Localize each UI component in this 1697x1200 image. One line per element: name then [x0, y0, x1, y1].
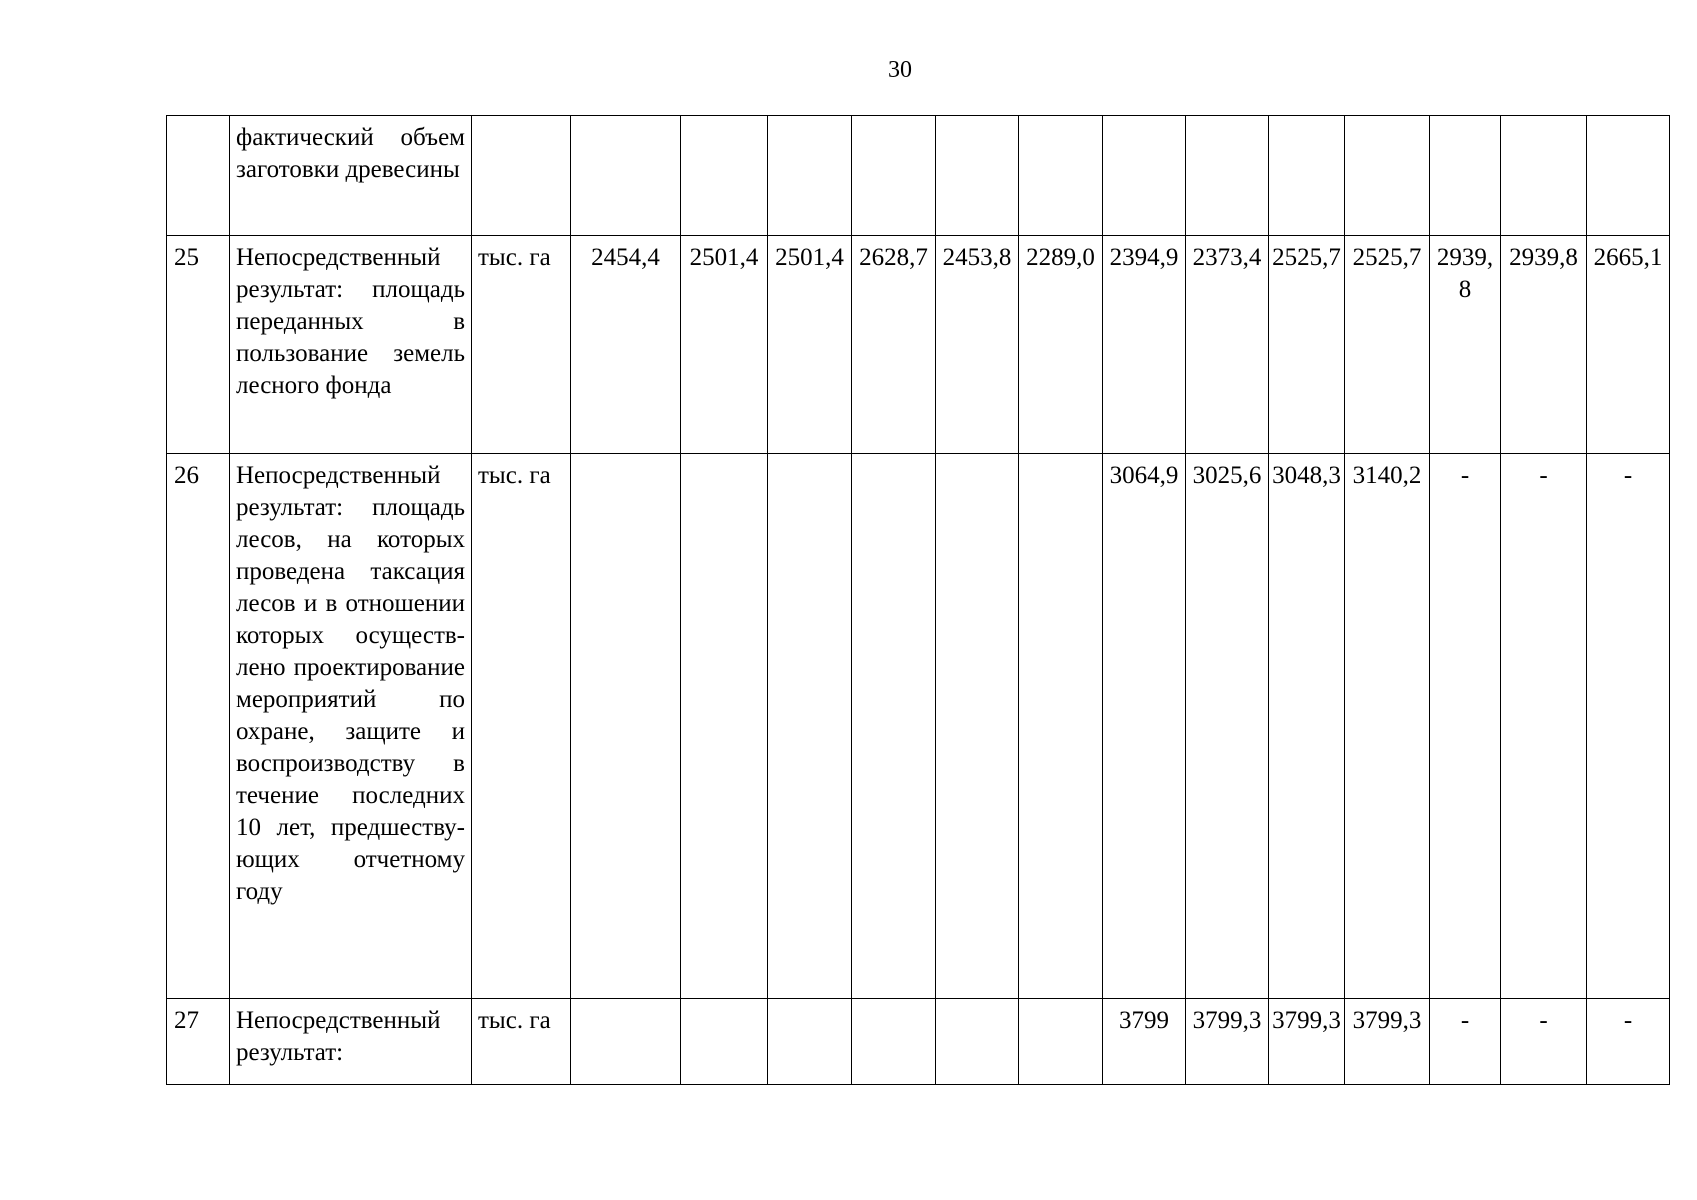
value-cell: 2628,7 — [852, 236, 936, 454]
value-cell — [1430, 116, 1501, 236]
value-cell: 2665,1 — [1587, 236, 1670, 454]
table-row — [167, 116, 1670, 236]
value-cell — [681, 999, 768, 1085]
value-cell — [681, 116, 768, 236]
value-cell: 2525,7 — [1345, 236, 1430, 454]
value-cell — [768, 999, 852, 1085]
value-cell: 2939,8 — [1501, 236, 1587, 454]
value-cell — [1019, 999, 1103, 1085]
row-number: 25 — [167, 236, 230, 454]
value-cell — [681, 454, 768, 999]
value-cell — [1345, 116, 1430, 236]
value-cell — [1103, 116, 1186, 236]
value-cell: 3799,3 — [1186, 999, 1269, 1085]
row-description: Непосредственный результат: — [230, 999, 472, 1085]
value-cell: - — [1430, 454, 1501, 999]
value-cell: - — [1501, 454, 1587, 999]
value-cell — [936, 454, 1019, 999]
value-cell — [768, 454, 852, 999]
value-cell — [852, 116, 936, 236]
row-unit: тыс. га — [472, 454, 571, 999]
value-cell: 3799,3 — [1345, 999, 1430, 1085]
row-description: фактический объем заготовки древесины — [230, 116, 472, 236]
value-cell: 2394,9 — [1103, 236, 1186, 454]
value-cell: 3799 — [1103, 999, 1186, 1085]
value-cell: - — [1587, 454, 1670, 999]
row-unit: тыс. га — [472, 236, 571, 454]
value-cell: - — [1501, 999, 1587, 1085]
value-cell: 3799,3 — [1269, 999, 1345, 1085]
value-cell — [1019, 116, 1103, 236]
value-cell — [571, 454, 681, 999]
row-description: Непосредственный результат: площадь лесов, на которых проведена таксация лесов и в отношении которых осуществлено проектирование мероприятий по охране, защите и воспроизводству в течение последних 10 лет, предшествующих отчетному году — [230, 454, 472, 999]
row-number: 27 — [167, 999, 230, 1085]
value-cell: - — [1430, 999, 1501, 1085]
row-number — [167, 116, 230, 236]
value-cell — [1186, 116, 1269, 236]
value-cell — [1587, 116, 1670, 236]
value-cell: 3048,3 — [1269, 454, 1345, 999]
value-cell — [936, 116, 1019, 236]
value-cell — [1019, 454, 1103, 999]
value-cell — [1501, 116, 1587, 236]
value-cell — [936, 999, 1019, 1085]
value-cell — [571, 116, 681, 236]
value-cell: 2289,0 — [1019, 236, 1103, 454]
value-cell: 2501,4 — [681, 236, 768, 454]
value-cell: 3064,9 — [1103, 454, 1186, 999]
row-unit: тыс. га — [472, 999, 571, 1085]
value-cell — [571, 999, 681, 1085]
value-cell — [852, 454, 936, 999]
data-table — [166, 115, 1670, 1085]
value-cell: 2454,4 — [571, 236, 681, 454]
table-row — [167, 454, 1670, 999]
row-unit — [472, 116, 571, 236]
value-cell: 2939,8 — [1430, 236, 1501, 454]
value-cell: - — [1587, 999, 1670, 1085]
value-cell — [852, 999, 936, 1085]
page-number: 30 — [888, 57, 912, 83]
value-cell: 2453,8 — [936, 236, 1019, 454]
value-cell — [768, 116, 852, 236]
value-cell: 3025,6 — [1186, 454, 1269, 999]
table-row — [167, 236, 1670, 454]
row-description: Непосредственный результат: площадь переданных в пользование земель лесного фонда — [230, 236, 472, 454]
value-cell — [1269, 116, 1345, 236]
table-row — [167, 999, 1670, 1085]
value-cell: 2525,7 — [1269, 236, 1345, 454]
value-cell: 3140,2 — [1345, 454, 1430, 999]
value-cell: 2501,4 — [768, 236, 852, 454]
row-number: 26 — [167, 454, 230, 999]
value-cell: 2373,4 — [1186, 236, 1269, 454]
